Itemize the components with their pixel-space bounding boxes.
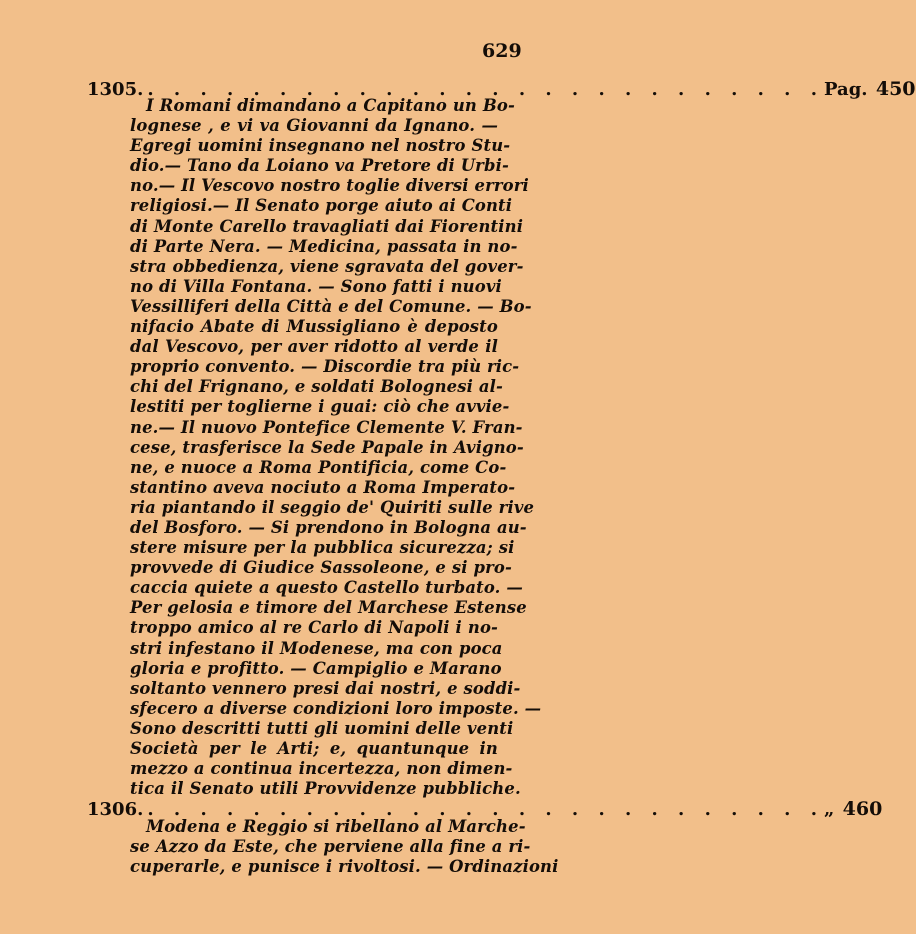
text-line: provvede di Giudice Sassoleone, e si pro- bbox=[130, 558, 512, 578]
page-reference bbox=[824, 798, 882, 820]
text-line: ne, e nuoce a Roma Pontificia, come Co- bbox=[130, 457, 507, 477]
text-line: no di Villa Fontana. — Sono fatti i nuovi bbox=[130, 276, 502, 296]
text-line: stere misure per la pubblica sicurezza; si bbox=[130, 538, 515, 558]
text-line: di Monte Carello travagliati dai Fiorentini bbox=[130, 216, 524, 236]
entry-year: 1306. bbox=[87, 799, 144, 820]
text-line: dal Vescovo, per aver ridotto al verde il bbox=[130, 337, 498, 357]
page-number: 629 bbox=[482, 40, 522, 62]
text-line: Per gelosia e timore del Marchese Estense bbox=[130, 598, 527, 618]
text-line: dio.— Tano da Loiano va Pretore di Urbi- bbox=[130, 156, 509, 176]
page-reference-label: Pag. bbox=[823, 79, 868, 100]
text-line: Modena e Reggio si ribellano al Marche- bbox=[146, 817, 526, 836]
text-line: ria piantando il seggio de' Quiriti sulle rive bbox=[130, 497, 535, 517]
entry-year: 1305. bbox=[87, 79, 144, 100]
text-line: caccia quiete a questo Castello turbato. — bbox=[130, 578, 523, 598]
text-line: religiosi.— Il Senato porge aiuto ai Conti bbox=[130, 196, 513, 216]
text-line: Egregi uomini insegnano nel nostro Stu- bbox=[130, 136, 511, 156]
text-line: lognese , e vi va Giovanni da Ignano. — bbox=[130, 116, 498, 136]
text-line: chi del Frignano, e soldati Bolognesi al- bbox=[130, 377, 503, 397]
text-line: cuperarle, e punisce i rivoltosi. — Ordinazioni bbox=[130, 857, 559, 877]
text-line: stantino aveva nociuto a Roma Imperato- bbox=[130, 477, 516, 497]
text-line: gloria e profitto. — Campiglio e Marano bbox=[130, 658, 502, 678]
text-line: cese, trasferisce la Sede Papale in Avigno- bbox=[130, 437, 524, 457]
text-line: Società per le Arti; e, quantunque in bbox=[130, 739, 498, 758]
text-line: ne.— Il nuovo Pontefice Clemente V. Fran- bbox=[130, 417, 523, 437]
text-line: Sono descritti tutti gli uomini delle venti bbox=[130, 718, 514, 738]
text-line: sfecero a diverse condizioni loro imposte. — bbox=[130, 698, 542, 718]
text-line: di Parte Nera. — Medicina, passata in no- bbox=[130, 236, 518, 256]
text-line: se Azzo da Este, che perviene alla fine a ri- bbox=[130, 837, 531, 857]
text-line: I Romani dimandano a Capitano un Bo- bbox=[146, 96, 515, 115]
text-line: stra obbedienza, viene sgravata del gover- bbox=[130, 256, 524, 276]
page-reference-label: „ bbox=[823, 799, 835, 820]
text-line: stri infestano il Modenese, ma con poca bbox=[130, 638, 503, 658]
text-line: soltanto vennero presi dai nostri, e soddi- bbox=[130, 678, 521, 698]
dot-leader: . . . . . . . . . . . . . . . . . . . . . . . . . . bbox=[147, 799, 824, 820]
page-reference bbox=[824, 78, 916, 100]
text-line: no.— Il Vescovo nostro toglie diversi errori bbox=[130, 176, 529, 196]
entry-summary-1305 bbox=[130, 96, 542, 799]
page-reference-number: 460 bbox=[842, 798, 883, 820]
text-line: proprio convento. — Discordie tra più ric- bbox=[130, 357, 520, 377]
page-reference-number: 450 bbox=[875, 78, 916, 100]
text-line: troppo amico al re Carlo di Napoli i no- bbox=[130, 618, 498, 638]
entry-summary-1306 bbox=[130, 817, 559, 877]
text-line: lestiti per toglierne i guai: ciò che avvie- bbox=[130, 397, 510, 417]
text-line: tica il Senato utili Provvidenze pubbliche. bbox=[130, 779, 521, 799]
text-line: del Bosforo. — Si prendono in Bologna au- bbox=[130, 517, 527, 537]
text-line: mezzo a continua incertezza, non dimen- bbox=[130, 759, 513, 779]
text-line: nifacio Abate di Mussigliano è deposto bbox=[130, 317, 498, 337]
text-line: Vessilliferi della Città e del Comune. — Bo- bbox=[130, 296, 532, 316]
dot-leader: . . . . . . . . . . . . . . . . . . . . . . . . . . bbox=[147, 79, 824, 100]
